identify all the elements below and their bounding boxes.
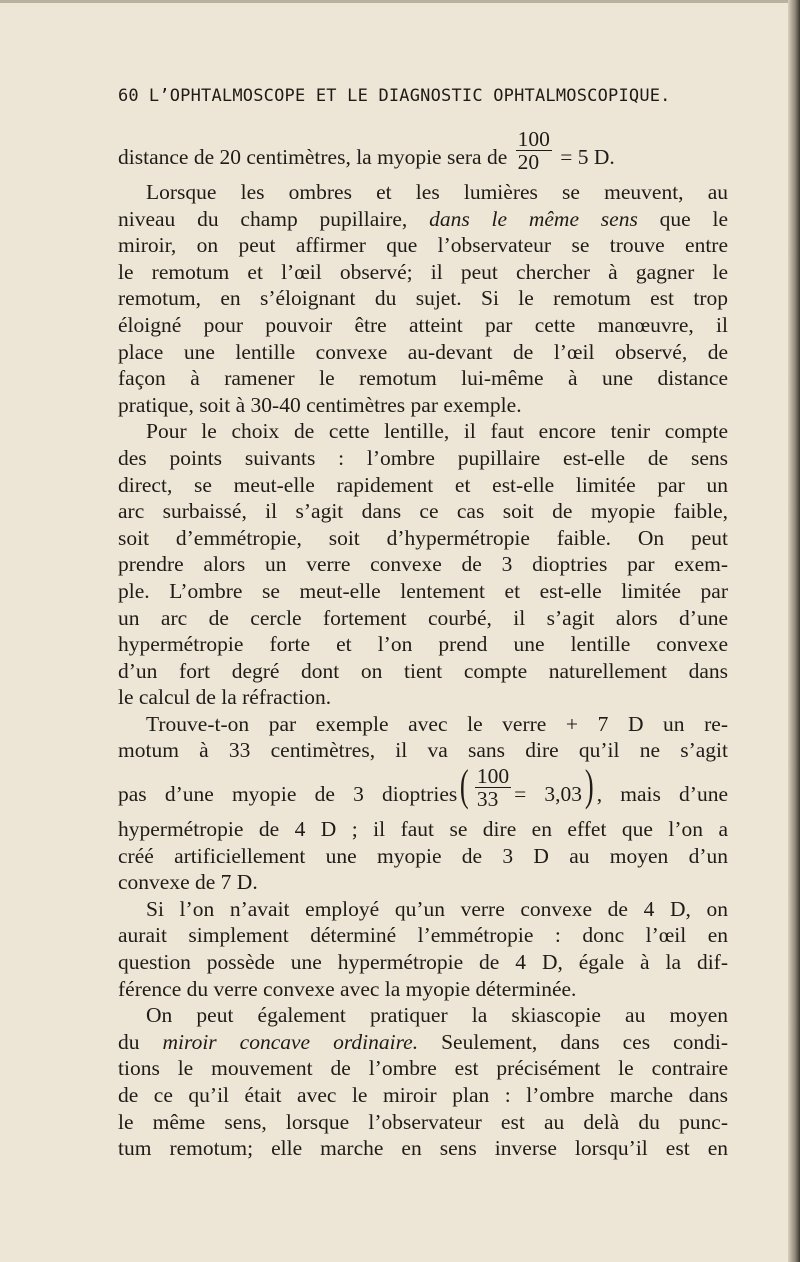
text-line: le calcul de la réfraction. xyxy=(118,685,332,710)
text-line: On peut également pratiquer la skiascopie au moyen xyxy=(146,1003,728,1028)
text-line: de ce qu’il était avec le miroir plan : l’ombre marche dans xyxy=(118,1083,728,1107)
text-line: pratique, soit à 30-40 centimètres par exemple. xyxy=(118,392,522,417)
text-line: soit d’emmétropie, soit d’hypermétropie faible. On peut xyxy=(118,525,728,550)
text-line: miroir, on peut affirmer que l’observateur se trouve entre xyxy=(118,233,728,258)
text-line: pas d’une myopie de 3 dioptries( $\frac{100}{33}$ = 3,03) , mais d’une xyxy=(118,761,728,811)
text-line: le même sens, lorsque l’observateur est au delà du punc- xyxy=(118,1109,728,1134)
italic-phrase: miroir concave ordinaire. xyxy=(162,1029,419,1054)
text-line: Si l’on n’avait employé qu’un verre convexe de 4 D, on xyxy=(146,896,728,921)
text-line: du miroir concave ordinaire. Seulement, dans ces condi- xyxy=(118,1029,729,1054)
text-line: Trouve-t-on par exemple avec le verre + 7 D un re- xyxy=(146,711,728,736)
open-paren: ( xyxy=(460,761,469,811)
text-line: distance de 20 centimètres, la myopie sera de $\frac{100}{20}$ = 5 D. xyxy=(118,126,615,174)
text-line: hypermétropie de 4 D ; il faut se dire en effet que l’on a xyxy=(118,817,728,842)
text-line: hypermétropie forte et l’on prend une lentille convexe xyxy=(118,632,728,657)
text-line: arc surbaissé, il s’agit dans ce cas soit de myopie faible, xyxy=(118,499,728,524)
text-line: place une lentille convexe au-devant de l’œil observé, de xyxy=(118,339,728,364)
book-spine-edge xyxy=(788,0,800,1262)
text-line: tions le mouvement de l’ombre est précisément le contraire xyxy=(118,1056,728,1081)
close-paren: ) xyxy=(584,761,594,811)
text-line: éloigné pour pouvoir être atteint par cette manœuvre, il xyxy=(118,312,728,337)
text-line: le remotum et l’œil observé; il peut chercher à gagner le xyxy=(118,259,728,284)
text-line: direct, se meut-elle rapidement et est-elle limitée par un xyxy=(118,472,728,497)
running-header xyxy=(118,86,728,106)
text-line: façon à ramener le remotum lui-même à une distance xyxy=(118,366,728,391)
text-line: motum à 33 centimètres, il va sans dire qu’il ne s’agit xyxy=(118,738,728,763)
page-number: 60 xyxy=(118,86,139,106)
fraction: $\frac{100}{33}$ xyxy=(476,763,510,811)
text-line: Lorsque les ombres et les lumières se meuvent, au xyxy=(146,180,728,204)
text-line: d’un fort degré dont on tient compte naturellement dans xyxy=(118,658,728,683)
page-top-edge xyxy=(0,0,800,3)
text-line: férence du verre convexe avec la myopie déterminée. xyxy=(118,976,577,1001)
text-line: ple. L’ombre se meut-elle lentement et est-elle limitée par xyxy=(118,578,728,603)
text-line: convexe de 7 D. xyxy=(118,870,258,895)
text-line: remotum, en s’éloignant du sujet. Si le remotum est trop xyxy=(118,286,728,311)
text-line: aurait simplement déterminé l’emmétropie : donc l’œil en xyxy=(118,923,728,948)
running-title: L’OPHTALMOSCOPE ET LE DIAGNOSTIC OPHTALMOSCOPIQUE. xyxy=(148,86,671,106)
fraction: $\frac{100}{20}$ xyxy=(517,126,550,174)
text-line: question possède une hypermétropie de 4 D, égale à la dif- xyxy=(118,950,728,975)
text-line: niveau du champ pupillaire, dans le même sens que le xyxy=(118,206,729,231)
text-line: des points suivants : l’ombre pupillaire est-elle de sens xyxy=(118,445,728,470)
text-line: prendre alors un verre convexe de 3 dioptries par exem- xyxy=(118,552,728,577)
text-line: un arc de cercle fortement courbé, il s’agit alors d’une xyxy=(118,605,728,630)
italic-phrase: dans le même sens xyxy=(429,206,638,231)
text-line: tum remotum; elle marche en sens inverse lorsqu’il est en xyxy=(118,1136,728,1161)
body-text xyxy=(118,127,728,1162)
text-line: Pour le choix de cette lentille, il faut encore tenir compte xyxy=(146,419,728,444)
text-line: créé artificiellement une myopie de 3 D au moyen d’un xyxy=(118,843,728,868)
